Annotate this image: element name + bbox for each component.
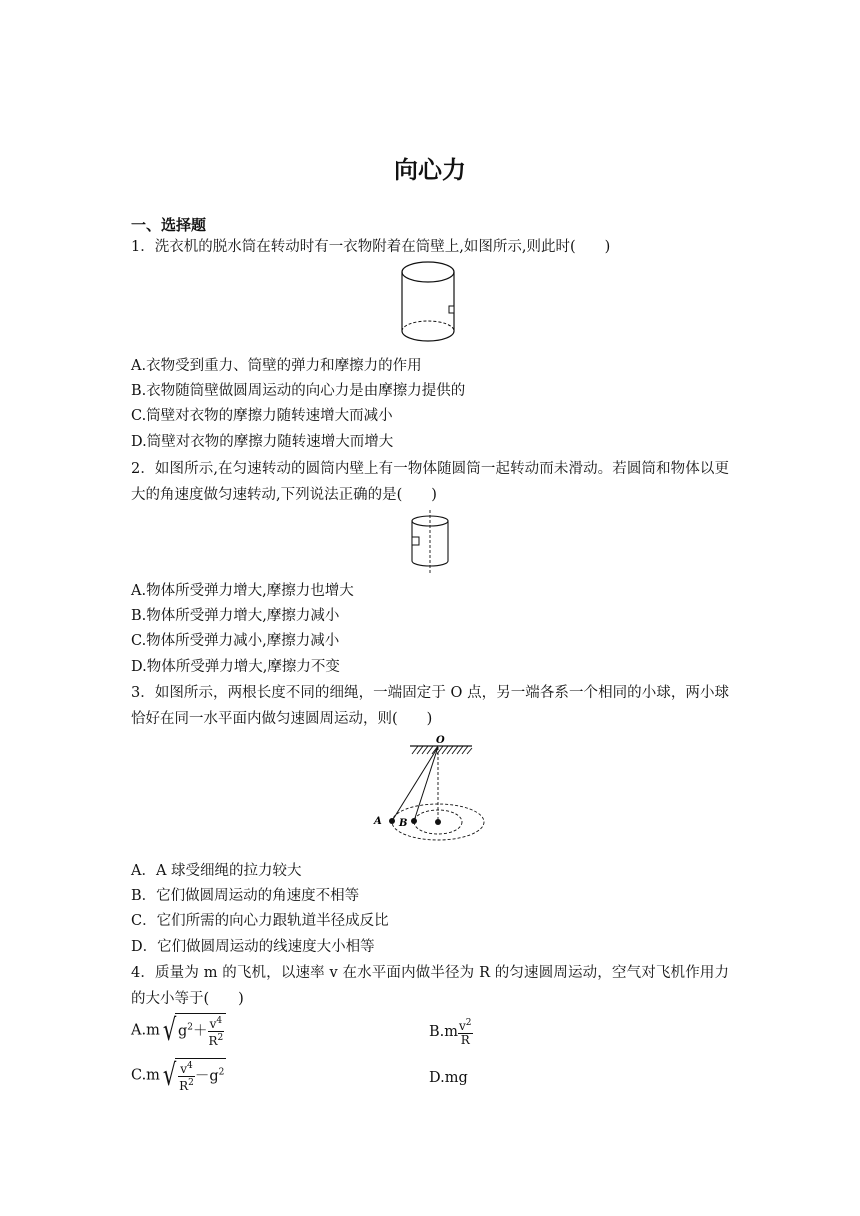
page-title: 向心力 xyxy=(394,156,466,184)
pivot-label: O xyxy=(436,735,445,746)
radical-sign: √ xyxy=(162,1012,177,1048)
q4-option-b xyxy=(429,1017,473,1047)
q2-option-d: D.物体所受弹力增大,摩擦力不变 xyxy=(131,659,340,675)
q1-option-c: C.筒壁对衣物的摩擦力随转速增大而减小 xyxy=(131,408,393,424)
q1-cylinder-figure xyxy=(396,258,466,358)
q4-option-a xyxy=(131,1013,226,1048)
q4-option-d: D.mg xyxy=(429,1070,468,1086)
q4-option-c-radicand: $\frac{v^4}{R^2}$ $-g^2$ xyxy=(175,1058,226,1093)
q2-stem: 2．如图所示,在匀速转动的圆筒内壁上有一物体随圆筒一起转动而未滑动。若圆筒和物体以更大的角速度做匀速转动,下列说法正确的是( ) xyxy=(131,461,729,503)
radical-sign: √ xyxy=(162,1057,177,1093)
q4-option-a-prefix: A.m xyxy=(131,1022,160,1039)
q1-option-b: B.衣物随筒壁做圆周运动的向心力是由摩擦力提供的 xyxy=(131,383,466,399)
ball-b-label: B xyxy=(399,818,408,829)
q4-stem: 4．质量为 m 的飞机，以速率 v 在水平面内做半径为 R 的匀速圆周运动，空气对飞机作用力的大小等于( ) xyxy=(131,965,729,1007)
center-point xyxy=(435,819,441,825)
q4-option-a-radicand: $g^2+$ $\frac{v^4}{R^2}$ xyxy=(175,1013,226,1048)
q1-option-d: D.筒壁对衣物的摩擦力随转速增大而增大 xyxy=(131,434,394,450)
q1-option-a: A.衣物受到重力、筒壁的弹力和摩擦力的作用 xyxy=(131,358,422,374)
q2-option-b: B.物体所受弹力增大,摩擦力减小 xyxy=(131,608,340,624)
q3-conical-pendulum-figure xyxy=(366,732,490,842)
q4-option-b-fraction: $\frac{v^2}{R}$ xyxy=(459,1018,472,1047)
ball-a xyxy=(389,818,395,824)
q3-stem: 3．如图所示，两根长度不同的细绳，一端固定于 O 点，另一端各系一个相同的小球，两小球恰好在同一水平面内做匀速圆周运动，则( ) xyxy=(131,685,729,727)
q3-option-b: B．它们做圆周运动的角速度不相等 xyxy=(131,888,360,904)
string-a xyxy=(392,747,438,821)
q4-option-c-fraction: $\frac{v^4}{R^2}$ xyxy=(179,1061,194,1093)
q3-option-d: D．它们做圆周运动的线速度大小相等 xyxy=(131,939,375,955)
q2-cylinder-figure xyxy=(404,509,456,577)
q3-option-a: A．A 球受细绳的拉力较大 xyxy=(131,863,302,879)
q4-option-b-prefix: B.m xyxy=(429,1024,459,1040)
q2-option-a: A.物体所受弹力增大,摩擦力也增大 xyxy=(131,583,354,599)
q4-option-a-fraction: $\frac{v^4}{R^2}$ xyxy=(208,1016,224,1048)
q4-option-c-prefix: C.m xyxy=(131,1067,160,1084)
q1-stem: 1．洗衣机的脱水筒在转动时有一衣物附着在筒壁上,如图所示,则此时( ) xyxy=(131,239,611,255)
ball-b xyxy=(411,818,417,824)
q4-option-c xyxy=(131,1058,226,1093)
q3-option-c: C．它们所需的向心力跟轨道半径成反比 xyxy=(131,913,389,929)
q2-option-c: C.物体所受弹力减小,摩擦力减小 xyxy=(131,633,340,649)
ball-a-label: A xyxy=(374,816,382,827)
section-heading: 一、选择题 xyxy=(131,216,207,234)
